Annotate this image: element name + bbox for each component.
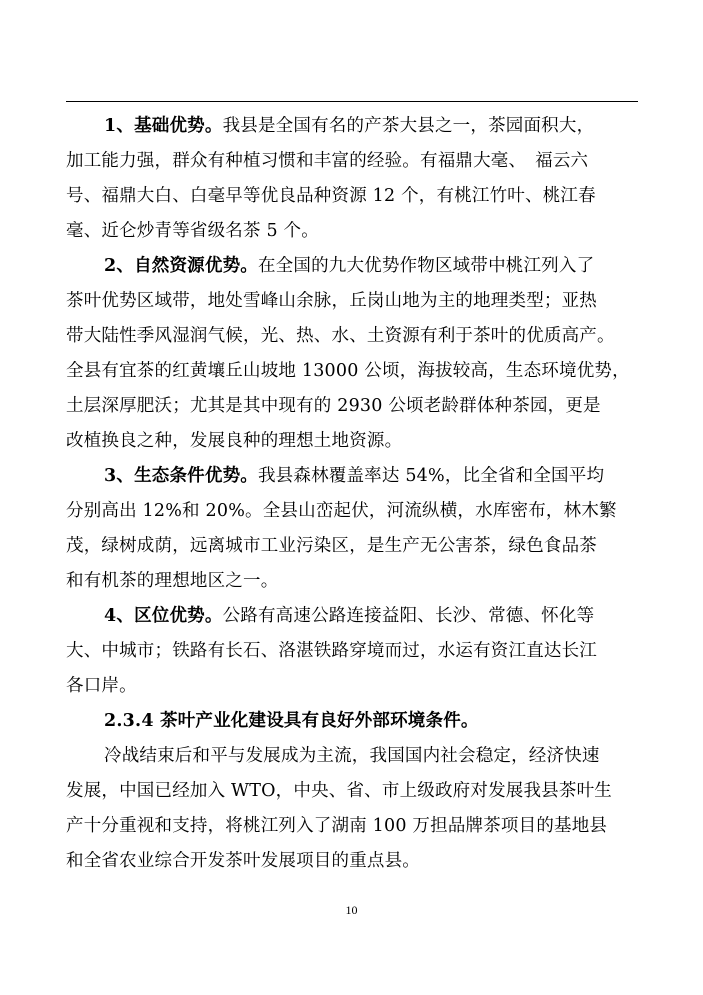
paragraph-2-line-6: 改植换良之种，发展良种的理想土地资源。	[66, 431, 403, 451]
section-line-3: 产十分重视和支持，将桃江列入了湖南 100 万担品牌茶项目的基地县	[66, 816, 608, 836]
paragraph-2-line-5: 土层深厚肥沃；尤其是其中现有的 2930 公顷老龄群体种茶园，更是	[66, 396, 601, 416]
paragraph-3-line-1	[104, 465, 604, 487]
paragraph-4-line-3: 各口岸。	[66, 676, 137, 696]
paragraph-2-line-4: 全县有宜茶的红黄壤丘山坡地 13000 公顷，海拔较高，生态环境优势，	[66, 361, 630, 381]
paragraph-2-line-1	[104, 255, 594, 277]
paragraph-4-line-2: 大、中城市；铁路有长石、洛湛铁路穿境而过，水运有资江直达长江	[66, 641, 597, 661]
paragraph-3-line-2: 分别高出 12%和 20%。全县山峦起伏，河流纵横，水库密布，林木繁	[66, 501, 617, 521]
paragraph-2-text: 在全国的九大优势作物区域带中桃江列入了	[257, 256, 595, 276]
paragraph-1-line-1	[104, 115, 594, 137]
paragraph-3-text: 我县森林覆盖率达 54%，比全省和全国平均	[257, 466, 605, 486]
section-line-2: 发展，中国已经加入 WTO，中央、省、市上级政府对发展我县茶叶生	[66, 781, 612, 801]
section-line-4: 和全省农业综合开发茶叶发展项目的重点县。	[66, 851, 420, 871]
paragraph-2-line-2: 茶叶优势区域带，地处雪峰山余脉，丘岗山地为主的地理类型；亚热	[66, 291, 597, 311]
paragraph-1-text: 我县是全国有名的产茶大县之一，茶园面积大，	[222, 116, 595, 136]
page-number: 10	[345, 903, 358, 917]
paragraph-2-line-3: 带大陆性季风湿润气候，光、热、水、土资源有利于茶叶的优质高产。	[66, 326, 615, 346]
paragraph-3-line-3: 茂，绿树成荫，远离城市工业污染区，是生产无公害茶，绿色食品茶	[66, 536, 597, 556]
section-line-1: 冷战结束后和平与发展成为主流，我国国内社会稳定，经济快速	[104, 746, 600, 766]
paragraph-4-heading: 4、区位优势。	[104, 606, 223, 626]
paragraph-2-heading: 2、自然资源优势。	[104, 256, 258, 276]
paragraph-1-line-3: 号、福鼎大白、白毫早等优良品种资源 12 个，有桃江竹叶、桃江春	[66, 186, 596, 206]
paragraph-4-line-1	[104, 605, 594, 627]
header-rule	[66, 101, 638, 102]
paragraph-1-line-4: 毫、近仑炒青等省级名茶 5 个。	[66, 221, 319, 241]
paragraph-3-heading: 3、生态条件优势。	[104, 466, 258, 486]
paragraph-4-text: 公路有高速公路连接益阳、长沙、常德、怀化等	[222, 606, 595, 626]
paragraph-1-heading: 1、基础优势。	[104, 116, 223, 136]
paragraph-1-line-2: 加工能力强，群众有种植习惯和丰富的经验。有福鼎大毫、 福云六	[66, 151, 589, 171]
paragraph-3-line-4: 和有机茶的理想地区之一。	[66, 571, 279, 591]
section-heading: 2.3.4 茶叶产业化建设具有良好外部环境条件。	[104, 711, 479, 731]
